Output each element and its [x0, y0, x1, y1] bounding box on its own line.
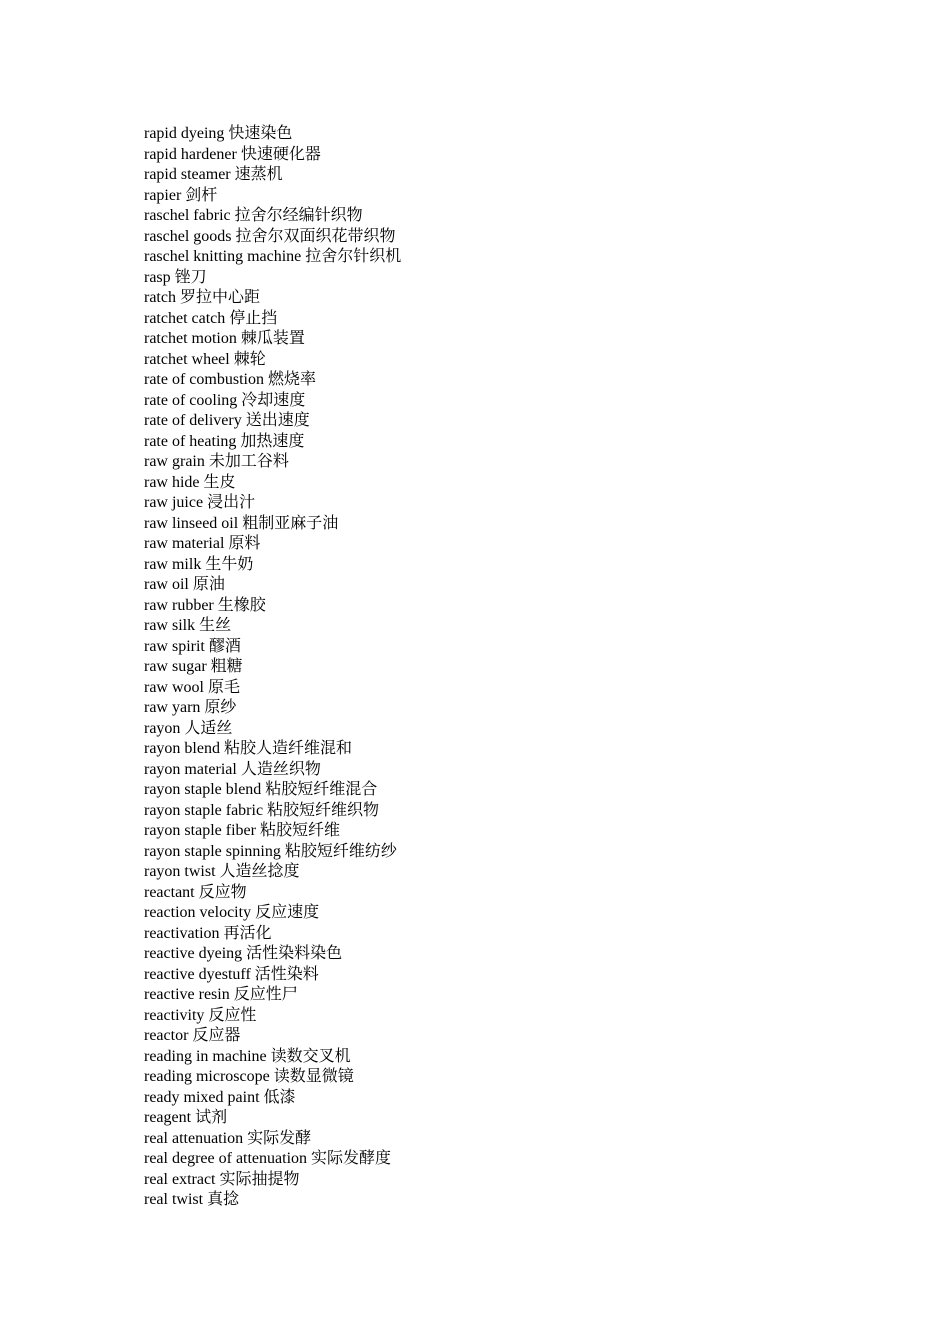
glossary-entry: raw rubber 生橡胶	[144, 596, 266, 614]
glossary-entry: rapier 剑杆	[144, 186, 218, 204]
glossary-entry: raw spirit 醪酒	[144, 637, 241, 655]
glossary-entry: reagent 试剂	[144, 1109, 228, 1126]
glossary-entry: reactivity 反应性	[144, 1006, 257, 1024]
glossary-entry: rate of delivery 送出速度	[144, 412, 310, 429]
glossary-entry: ratchet wheel 棘轮	[144, 350, 266, 368]
glossary-entry: raw grain 未加工谷料	[144, 453, 289, 470]
glossary-entry: reactant 反应物	[144, 883, 247, 901]
glossary-list	[144, 124, 844, 1211]
glossary-entry: reactivation 再活化	[144, 924, 272, 942]
glossary-entry: raw milk 生牛奶	[144, 555, 254, 573]
glossary-entry: rayon staple fiber 粘胶短纤维	[144, 822, 340, 839]
glossary-entry: reactive dyestuff 活性染料	[144, 965, 319, 983]
glossary-entry: real attenuation 实际发酵	[144, 1129, 312, 1147]
glossary-entry: raw wool 原毛	[144, 678, 240, 696]
glossary-entry: rasp 锉刀	[144, 268, 207, 286]
glossary-entry: raw yarn 原纱	[144, 699, 237, 716]
glossary-entry: raschel goods 拉舍尔双面织花带织物	[144, 227, 396, 245]
glossary-entry: rayon material 人造丝织物	[144, 760, 321, 778]
glossary-entry: reaction velocity 反应速度	[144, 904, 320, 921]
glossary-entry: rayon staple fabric 粘胶短纤维织物	[144, 801, 380, 819]
glossary-entry: raw silk 生丝	[144, 617, 232, 634]
glossary-entry: ratchet motion 棘瓜装置	[144, 330, 305, 347]
glossary-entry: raw linseed oil 粗制亚麻子油	[144, 514, 339, 532]
glossary-entry: raschel fabric 拉舍尔经编针织物	[144, 207, 363, 224]
glossary-entry: rayon twist 人造丝捻度	[144, 863, 300, 880]
glossary-entry: raw juice 浸出汁	[144, 494, 256, 511]
glossary-entry: reactive dyeing 活性染料染色	[144, 945, 343, 962]
glossary-entry: ratch 罗拉中心距	[144, 289, 260, 306]
glossary-entry: reading microscope 读数显微镜	[144, 1068, 354, 1085]
glossary-entry: rayon blend 粘胶人造纤维混和	[144, 740, 352, 757]
glossary-entry: real degree of attenuation 实际发酵度	[144, 1150, 392, 1167]
glossary-entry: raw sugar 粗糖	[144, 658, 243, 675]
glossary-entry: ratchet catch 停止挡	[144, 309, 278, 327]
glossary-entry: real twist 真捻	[144, 1191, 240, 1208]
glossary-entry: rate of heating 加热速度	[144, 432, 305, 450]
glossary-entry: raschel knitting machine 拉舍尔针织机	[144, 248, 402, 265]
glossary-entry: rayon staple spinning 粘胶短纤维纺纱	[144, 842, 397, 860]
glossary-entry: rayon staple blend 粘胶短纤维混合	[144, 781, 378, 798]
glossary-entry: rayon 人适丝	[144, 719, 233, 737]
glossary-entry: raw material 原料	[144, 535, 261, 552]
glossary-entry: reading in machine 读数交叉机	[144, 1047, 351, 1065]
glossary-entry: rate of cooling 冷却速度	[144, 391, 306, 409]
glossary-entry: reactive resin 反应性尸	[144, 986, 298, 1003]
glossary-entry: raw oil 原油	[144, 576, 225, 593]
glossary-entry: reactor 反应器	[144, 1027, 241, 1044]
glossary-entry: rate of combustion 燃烧率	[144, 371, 316, 388]
glossary-entry: ready mixed paint 低漆	[144, 1088, 296, 1106]
glossary-entry: rapid hardener 快速硬化器	[144, 145, 321, 163]
glossary-entry: raw hide 生皮	[144, 473, 236, 491]
glossary-entry: rapid dyeing 快速染色	[144, 125, 293, 142]
glossary-entry: real extract 实际抽提物	[144, 1170, 300, 1188]
glossary-entry: rapid steamer 速蒸机	[144, 166, 283, 183]
